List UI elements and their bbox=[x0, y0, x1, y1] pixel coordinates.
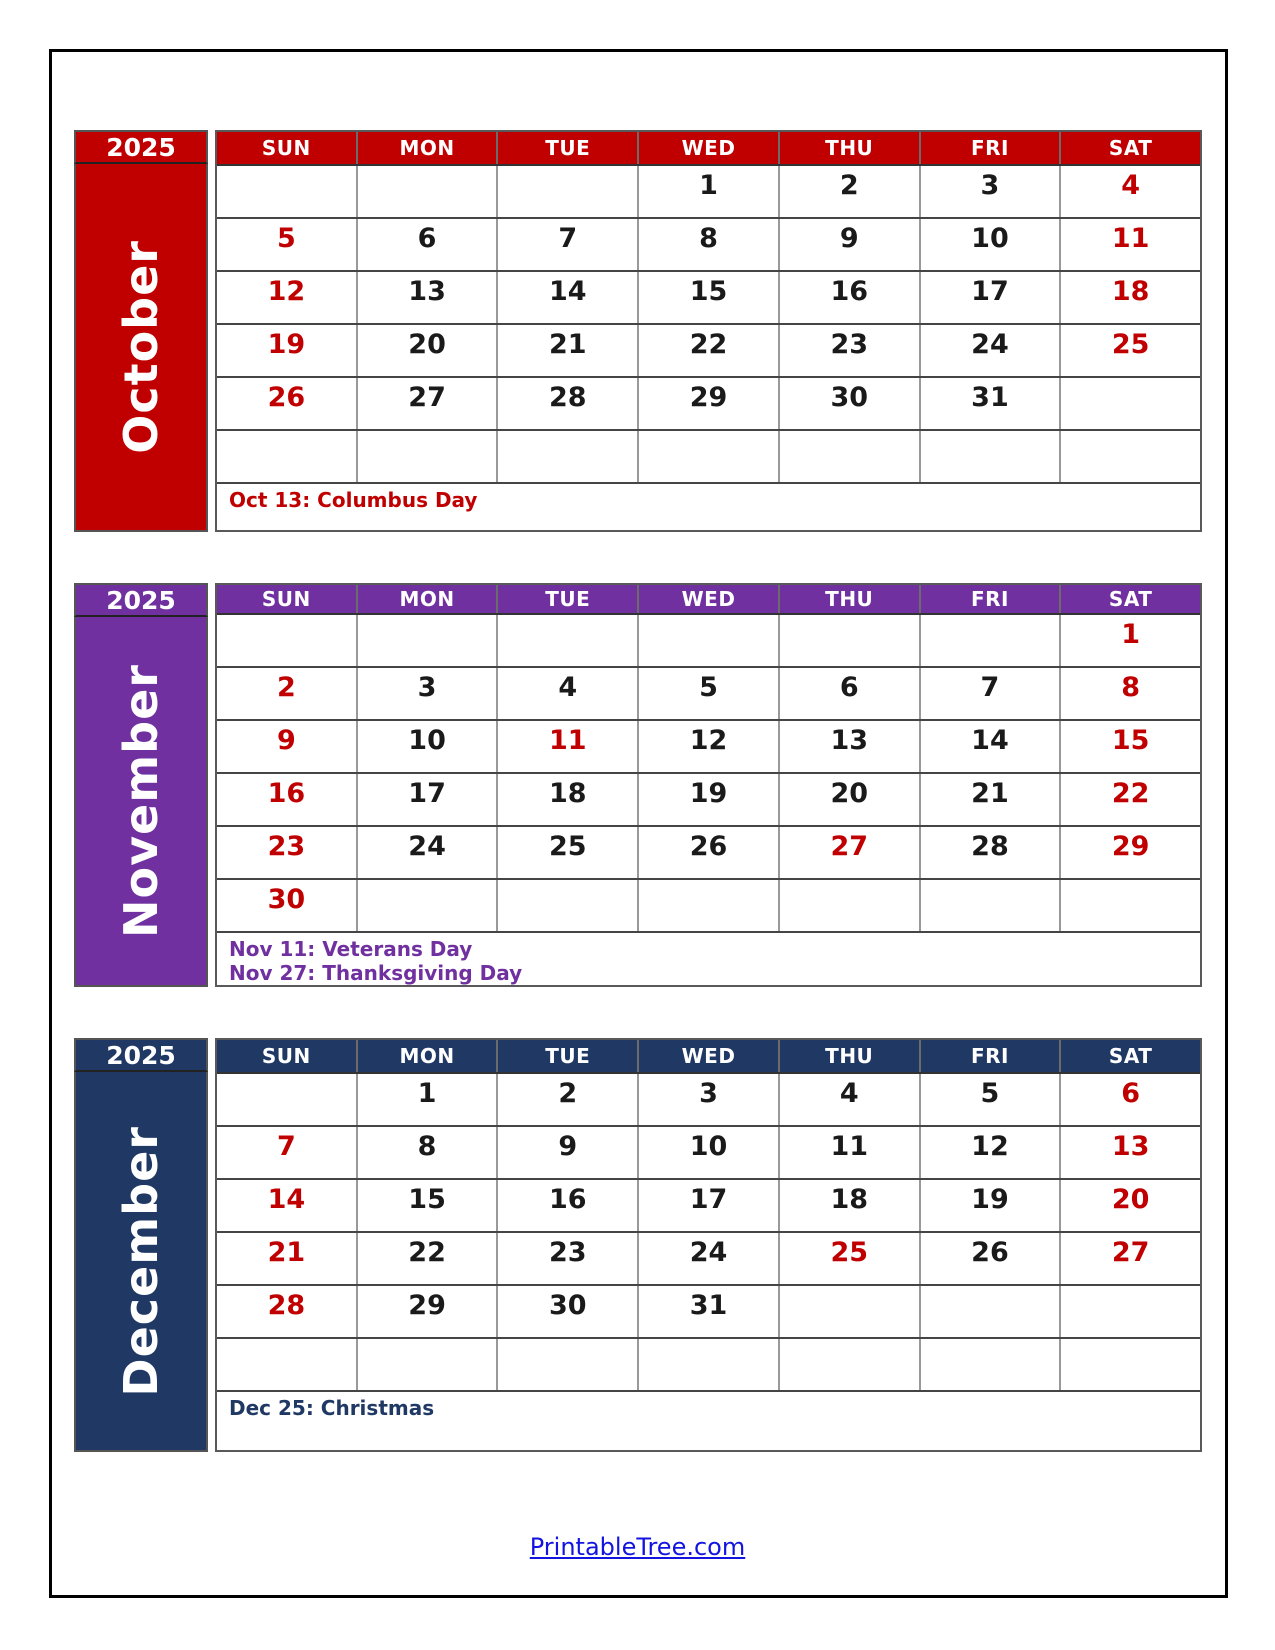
week-row bbox=[217, 721, 1200, 774]
weekday-label-tue: TUE bbox=[496, 132, 637, 164]
week-row bbox=[217, 880, 1200, 933]
date-cell-18: 18 bbox=[496, 774, 637, 825]
date-cell-16: 16 bbox=[267, 778, 306, 809]
date-cell-23: 23 bbox=[778, 325, 919, 376]
weekday-header bbox=[217, 132, 1200, 166]
december-month-block bbox=[74, 1072, 208, 1452]
date-cell-1: 1 bbox=[356, 1074, 497, 1125]
date-cell-7: 7 bbox=[496, 219, 637, 270]
empty-cell bbox=[356, 880, 497, 931]
december-year-label: 2025 bbox=[74, 1038, 208, 1072]
empty-cell bbox=[778, 615, 919, 666]
date-cell-22: 22 bbox=[356, 1233, 497, 1284]
week-row bbox=[217, 1286, 1200, 1339]
printabletree-link[interactable]: PrintableTree.com bbox=[529, 1533, 746, 1561]
date-cell-28: 28 bbox=[267, 1290, 306, 1321]
date-cell-9: 9 bbox=[276, 725, 296, 756]
october-month-block bbox=[74, 164, 208, 532]
date-cell-31: 31 bbox=[637, 1286, 778, 1337]
weekday-label-sun: SUN bbox=[261, 136, 311, 160]
date-cell-6: 6 bbox=[1059, 1074, 1200, 1125]
holiday-note: Oct 13: Columbus Day bbox=[229, 488, 478, 512]
date-cell-27: 27 bbox=[1059, 1233, 1200, 1284]
date-cell-12: 12 bbox=[267, 276, 306, 307]
december-month-name: December bbox=[114, 1125, 168, 1397]
empty-cell bbox=[496, 615, 637, 666]
date-cell-30: 30 bbox=[778, 378, 919, 429]
empty-cell bbox=[637, 431, 778, 482]
empty-cell bbox=[356, 615, 497, 666]
empty-cell bbox=[356, 1339, 497, 1390]
weekday-label-wed: WED bbox=[637, 132, 778, 164]
weekday-label-sun: SUN bbox=[261, 587, 311, 611]
holiday-notes bbox=[217, 1392, 1200, 1450]
holiday-notes bbox=[217, 484, 1200, 530]
weekday-label-fri: FRI bbox=[919, 132, 1060, 164]
date-cell-11: 11 bbox=[496, 721, 637, 772]
november-month-block bbox=[74, 617, 208, 987]
date-cell-2: 2 bbox=[276, 672, 296, 703]
date-cell-15: 15 bbox=[1059, 721, 1200, 772]
date-cell-8: 8 bbox=[356, 1127, 497, 1178]
december-sidebar bbox=[74, 1038, 208, 1452]
date-cell-20: 20 bbox=[1059, 1180, 1200, 1231]
empty-cell bbox=[496, 1339, 637, 1390]
week-row bbox=[217, 325, 1200, 378]
weekday-header bbox=[217, 585, 1200, 615]
date-cell-23: 23 bbox=[496, 1233, 637, 1284]
weekday-label-wed: WED bbox=[637, 1040, 778, 1072]
date-cell-20: 20 bbox=[356, 325, 497, 376]
date-cell-13: 13 bbox=[778, 721, 919, 772]
date-cell-21: 21 bbox=[267, 1237, 306, 1268]
calendar-november bbox=[74, 583, 1202, 987]
date-cell-9: 9 bbox=[778, 219, 919, 270]
date-cell-7: 7 bbox=[919, 668, 1060, 719]
date-cell-7: 7 bbox=[276, 1131, 296, 1162]
date-cell-18: 18 bbox=[1059, 272, 1200, 323]
calendar-december bbox=[74, 1038, 1202, 1452]
empty-cell bbox=[637, 615, 778, 666]
week-row bbox=[217, 1339, 1200, 1392]
empty-cell bbox=[496, 166, 637, 217]
date-cell-10: 10 bbox=[637, 1127, 778, 1178]
date-cell-4: 4 bbox=[1059, 166, 1200, 217]
date-cell-3: 3 bbox=[356, 668, 497, 719]
date-cell-16: 16 bbox=[778, 272, 919, 323]
date-cell-26: 26 bbox=[919, 1233, 1060, 1284]
date-cell-6: 6 bbox=[778, 668, 919, 719]
holiday-note: Dec 25: Christmas bbox=[229, 1396, 435, 1420]
calendar-october bbox=[74, 130, 1202, 532]
date-cell-25: 25 bbox=[1059, 325, 1200, 376]
date-cell-10: 10 bbox=[356, 721, 497, 772]
weekday-label-fri: FRI bbox=[919, 1040, 1060, 1072]
weekday-label-mon: MON bbox=[356, 1040, 497, 1072]
footer bbox=[0, 1533, 1275, 1561]
date-cell-24: 24 bbox=[637, 1233, 778, 1284]
empty-cell bbox=[496, 880, 637, 931]
date-cell-11: 11 bbox=[778, 1127, 919, 1178]
weekday-label-thu: THU bbox=[778, 585, 919, 613]
date-cell-2: 2 bbox=[496, 1074, 637, 1125]
date-cell-3: 3 bbox=[637, 1074, 778, 1125]
date-cell-27: 27 bbox=[778, 827, 919, 878]
weekday-label-sat: SAT bbox=[1059, 132, 1200, 164]
empty-cell bbox=[1059, 431, 1200, 482]
empty-cell bbox=[637, 1339, 778, 1390]
empty-cell bbox=[919, 1286, 1060, 1337]
week-row bbox=[217, 615, 1200, 668]
date-cell-27: 27 bbox=[356, 378, 497, 429]
date-cell-25: 25 bbox=[496, 827, 637, 878]
date-cell-8: 8 bbox=[1059, 668, 1200, 719]
date-cell-29: 29 bbox=[637, 378, 778, 429]
date-cell-31: 31 bbox=[919, 378, 1060, 429]
week-row bbox=[217, 1127, 1200, 1180]
week-row bbox=[217, 219, 1200, 272]
date-cell-17: 17 bbox=[637, 1180, 778, 1231]
november-sidebar bbox=[74, 583, 208, 987]
date-cell-19: 19 bbox=[637, 774, 778, 825]
date-cell-20: 20 bbox=[778, 774, 919, 825]
date-cell-5: 5 bbox=[919, 1074, 1060, 1125]
date-cell-25: 25 bbox=[778, 1233, 919, 1284]
date-cell-6: 6 bbox=[356, 219, 497, 270]
date-cell-22: 22 bbox=[1059, 774, 1200, 825]
empty-cell bbox=[217, 615, 356, 666]
date-cell-14: 14 bbox=[496, 272, 637, 323]
weekday-header bbox=[217, 1040, 1200, 1074]
date-cell-8: 8 bbox=[637, 219, 778, 270]
date-cell-29: 29 bbox=[1059, 827, 1200, 878]
date-cell-16: 16 bbox=[496, 1180, 637, 1231]
empty-cell bbox=[778, 1286, 919, 1337]
date-cell-5: 5 bbox=[637, 668, 778, 719]
date-cell-26: 26 bbox=[637, 827, 778, 878]
empty-cell bbox=[217, 431, 356, 482]
empty-cell bbox=[778, 431, 919, 482]
empty-cell bbox=[217, 1339, 356, 1390]
date-cell-22: 22 bbox=[637, 325, 778, 376]
week-row bbox=[217, 166, 1200, 219]
date-cell-30: 30 bbox=[267, 884, 306, 915]
november-grid-area bbox=[215, 583, 1202, 987]
empty-cell bbox=[778, 880, 919, 931]
date-grid bbox=[217, 166, 1200, 484]
date-cell-24: 24 bbox=[356, 827, 497, 878]
december-grid-area bbox=[215, 1038, 1202, 1452]
date-cell-12: 12 bbox=[637, 721, 778, 772]
date-cell-1: 1 bbox=[1059, 615, 1200, 666]
date-cell-30: 30 bbox=[496, 1286, 637, 1337]
week-row bbox=[217, 1074, 1200, 1127]
date-cell-21: 21 bbox=[496, 325, 637, 376]
empty-cell bbox=[778, 1339, 919, 1390]
date-cell-4: 4 bbox=[778, 1074, 919, 1125]
empty-cell bbox=[356, 166, 497, 217]
date-cell-3: 3 bbox=[919, 166, 1060, 217]
empty-cell bbox=[919, 1339, 1060, 1390]
date-cell-23: 23 bbox=[267, 831, 306, 862]
date-cell-9: 9 bbox=[496, 1127, 637, 1178]
week-row bbox=[217, 1233, 1200, 1286]
date-cell-15: 15 bbox=[356, 1180, 497, 1231]
holiday-note: Nov 27: Thanksgiving Day bbox=[229, 961, 523, 985]
weekday-label-thu: THU bbox=[778, 132, 919, 164]
date-cell-5: 5 bbox=[276, 223, 296, 254]
date-cell-19: 19 bbox=[919, 1180, 1060, 1231]
date-grid bbox=[217, 1074, 1200, 1392]
week-row bbox=[217, 431, 1200, 484]
empty-cell bbox=[356, 431, 497, 482]
weekday-label-sat: SAT bbox=[1059, 585, 1200, 613]
october-sidebar bbox=[74, 130, 208, 532]
weekday-label-sun: SUN bbox=[261, 1044, 311, 1068]
week-row bbox=[217, 774, 1200, 827]
empty-cell bbox=[919, 615, 1060, 666]
date-cell-28: 28 bbox=[496, 378, 637, 429]
date-cell-19: 19 bbox=[267, 329, 306, 360]
date-cell-13: 13 bbox=[1059, 1127, 1200, 1178]
date-cell-10: 10 bbox=[919, 219, 1060, 270]
date-cell-24: 24 bbox=[919, 325, 1060, 376]
date-cell-21: 21 bbox=[919, 774, 1060, 825]
date-cell-14: 14 bbox=[919, 721, 1060, 772]
october-year-label: 2025 bbox=[74, 130, 208, 164]
date-cell-28: 28 bbox=[919, 827, 1060, 878]
date-cell-15: 15 bbox=[637, 272, 778, 323]
week-row bbox=[217, 1180, 1200, 1233]
date-cell-1: 1 bbox=[637, 166, 778, 217]
empty-cell bbox=[1059, 1339, 1200, 1390]
empty-cell bbox=[919, 431, 1060, 482]
holiday-notes bbox=[217, 933, 1200, 985]
date-cell-14: 14 bbox=[267, 1184, 306, 1215]
november-month-name: November bbox=[114, 663, 168, 939]
weekday-label-mon: MON bbox=[356, 585, 497, 613]
week-row bbox=[217, 378, 1200, 431]
date-cell-4: 4 bbox=[496, 668, 637, 719]
week-row bbox=[217, 668, 1200, 721]
date-cell-13: 13 bbox=[356, 272, 497, 323]
weekday-label-thu: THU bbox=[778, 1040, 919, 1072]
date-cell-2: 2 bbox=[778, 166, 919, 217]
empty-cell bbox=[217, 166, 356, 217]
empty-cell bbox=[637, 880, 778, 931]
weekday-label-tue: TUE bbox=[496, 1040, 637, 1072]
weekday-label-mon: MON bbox=[356, 132, 497, 164]
date-cell-26: 26 bbox=[267, 382, 306, 413]
empty-cell bbox=[1059, 880, 1200, 931]
weekday-label-wed: WED bbox=[637, 585, 778, 613]
weekday-label-fri: FRI bbox=[919, 585, 1060, 613]
week-row bbox=[217, 272, 1200, 325]
date-cell-18: 18 bbox=[778, 1180, 919, 1231]
date-cell-17: 17 bbox=[356, 774, 497, 825]
holiday-note: Nov 11: Veterans Day bbox=[229, 937, 473, 961]
week-row bbox=[217, 827, 1200, 880]
date-cell-12: 12 bbox=[919, 1127, 1060, 1178]
october-grid-area bbox=[215, 130, 1202, 532]
empty-cell bbox=[1059, 1286, 1200, 1337]
date-grid bbox=[217, 615, 1200, 933]
date-cell-29: 29 bbox=[356, 1286, 497, 1337]
weekday-label-tue: TUE bbox=[496, 585, 637, 613]
date-cell-17: 17 bbox=[919, 272, 1060, 323]
empty-cell bbox=[919, 880, 1060, 931]
date-cell-11: 11 bbox=[1059, 219, 1200, 270]
november-year-label: 2025 bbox=[74, 583, 208, 617]
october-month-name: October bbox=[114, 240, 168, 454]
weekday-label-sat: SAT bbox=[1059, 1040, 1200, 1072]
empty-cell bbox=[1059, 378, 1200, 429]
empty-cell bbox=[496, 431, 637, 482]
empty-cell bbox=[217, 1074, 356, 1125]
